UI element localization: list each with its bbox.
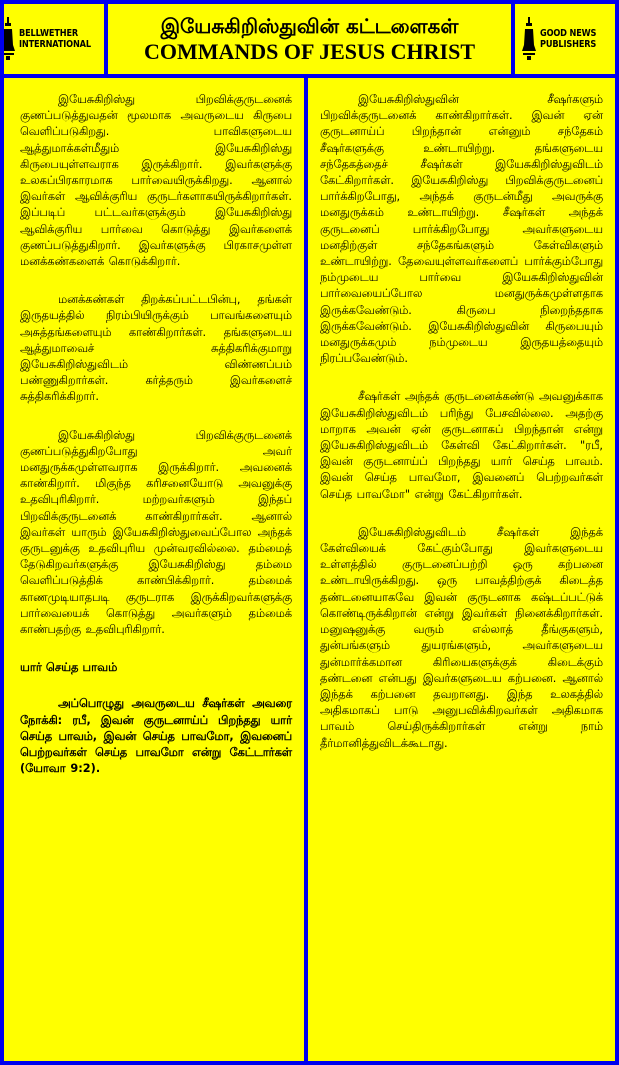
logo-line-1: BELLWETHER bbox=[19, 28, 79, 39]
right-paragraph-3: இயேசுகிறிஸ்துவிடம் சீஷர்கள் இந்தக் கேள்வியைக் கேட்கும்போது இவர்களுடைய உள்ளத்தில் குருடனைப்பற்றி ஒரு கற்பனை உண்டாயிருக்கிறது. ஒரு பாவத்திற்குக் கிடைத்த தண்டனையாகவே இவன் குருடனாக கஷ்டப்பட்டுக் கொண்டிருக்கிறான் என்று இவர்கள் நினைக்கிறார்கள். மனுஷனுக்கு வரும் எல்லாத் தீங்குகளும், துன்பங்களும் துயரங்களும், அவர்களுடைய துன்மார்க்கமான கிரியைகளுக்குக் கிடைக்கும் தண்டனை என்பது இவர்களுடைய கற்பனை. ஆனால் இந்தக் கற்பனை தவறானது. இந்த உலகத்தில் அதிகமாகப் பாடு அனுபவிக்கிறவர்கள் அதிகமாக பாவம் செய்திருக்கிறார்கள் என்று நாம் தீர்மானித்துவிடக்கூடாது. bbox=[320, 525, 603, 750]
left-paragraph-2: மனக்கண்கள் திறக்கப்பட்டபின்பு, தங்கள் இருதயத்தில் நிரம்பியிருக்கும் பாவங்களையும் அசுத்தங்களையும் காண்கிறார்கள். தங்களுடைய ஆத்துமாவைச் சுத்திகரிக்குமாறு இயேசுகிறிஸ்துவிடம் விண்ணப்பம் பண்ணுகிறார்கள். கர்த்தரும் இவர்களைச் சுத்திகரிக்கிறார். bbox=[20, 293, 292, 404]
left-paragraph-1: இயேசுகிறிஸ்து பிறவிக்குருடனைக் குணப்படுத்துவதன் மூலமாக அவருடைய கிருபை வெளிப்படுகிறது. பாவிகளுடைய ஆத்துமாக்கள்மீதும் இயேசுகிறிஸ்து கிருபையுள்ளவராக இருக்கிறார். இவர்களுக்கு உலகப்பிரகாரமாக பார்வையிருக்கிறது. ஆனால் இவர்கள் ஆவிக்குரிய குருடர்களாகயிருக்கிறார்கள். இப்படிப் பட்டவர்களுக்கும் இயேசுகிறிஸ்து ஆவிக்குரிய பார்வை கொடுத்து இவர்களைக் குணப்படுத்துகிறார். இவர்களுக்கு பிரகாசமுள்ள மனக்கண்களைக் கொடுக்கிறார். bbox=[20, 93, 292, 269]
bible-verse: அப்பொழுது அவருடைய சீஷர்கள் அவரை நோக்கி: ரபீ, இவன் குருடனாய்ப் பிறந்தது யார் செய்த பாவம், இவன் செய்த பாவமோ, இவனைப் பெற்றவர்கள் செய்த பாவமோ என்று கேட்டார்கள் (யோவா 9:2). bbox=[20, 697, 292, 776]
left-paragraph-3: இயேசுகிறிஸ்து பிறவிக்குருடனைக் குணப்படுத்துகிறபோது அவர் மனதுருக்கமுள்ளவராக இருக்கிறார். அவனைக் காண்கிறார். மிகுந்த கரிசனையோடு அவனுக்கு உதவிபுரிகிறார். மற்றவர்களும் இந்தப் பிறவிக்குருடனைக் காண்கிறார்கள். ஆனால் இவர்கள் யாரும் இயேசுகிறிஸ்துவைப்போல அந்தக் குருடனுக்கு உதவிபுரிய முன்வரவில்லை. தம்மைத் தேடுகிறவர்களுக்கு இயேசுகிறிஸ்து தம்மை வெளிப்படுத்திக் காண்பிக்கிறார். தம்மைக் காணமுடியாதபடி குருடராக இருக்கிறவர்களுக்கு பார்வையைக் கொடுத்து அவர்களும் தம்மைக் காண்பதற்கு உதவிபுரிகிறார். bbox=[20, 428, 292, 637]
logo-line-2: INTERNATIONAL bbox=[19, 39, 92, 50]
title-english: COMMANDS OF JESUS CHRIST bbox=[143, 39, 476, 64]
good-news-logo bbox=[515, 4, 615, 74]
right-paragraph-1: இயேசுகிறிஸ்துவின் சீஷர்களும் பிறவிக்குருடனைக் காண்கிறார்கள். இவன் ஏன் குருடனாய்ப் பிறந்தான் என்னும் சந்தேகம் சீஷர்களுக்கு உண்டாயிற்று. தங்களுடைய சந்தேகத்தைச் சீஷர்கள் இயேசுகிறிஸ்துவிடம் கேட்கிறார்கள். இயேசுகிறிஸ்து பிறவிக்குருடனைப் பார்க்கிறபோது, அந்தக் குருடன்மீது அவருக்கு மனதுருக்கம் உண்டாயிற்று. சீஷர்கள் அந்தக் குருடனைப் பார்க்கிறபோது அவர்களுடைய மனதிற்குள் சந்தேகங்களும் கேள்விகளும் உண்டாயிற்று. தேவையுள்ளவர்களைப் பார்க்கும்போது நம்முடைய பார்வை இயேசுகிறிஸ்துவின் பார்வையைப்போல மனதுருக்கமுள்ளதாக இருக்கவேண்டும். கிருபை நிறைந்ததாக இருக்கவேண்டும். இயேசுகிறிஸ்துவின் கிருபையும் மனதுருக்கமும் நம்முடைய இருதயத்தையும் நிரப்பவேண்டும். bbox=[320, 93, 603, 366]
bell-icon bbox=[4, 17, 15, 61]
bell-icon bbox=[522, 17, 536, 61]
section-heading: யார் செய்த பாவம் bbox=[20, 660, 118, 675]
logo-line-2: PUBLISHERS bbox=[539, 39, 596, 50]
title-tamil: இயேசுகிறிஸ்துவின் கட்டளைகள் bbox=[160, 14, 459, 38]
logo-line-1: GOOD NEWS bbox=[539, 28, 596, 39]
left-column bbox=[4, 78, 304, 1061]
right-paragraph-2: சீஷர்கள் அந்தக் குருடனைக்கண்டு அவனுக்காக இயேசுகிறிஸ்துவிடம் பரிந்து பேசவில்லை. அதற்கு மாறாக அவன் ஏன் குருடனாகப் பிறந்தான் என்று இயேசுகிறிஸ்துவிடம் கேள்வி கேட்கிறார்கள். "ரபீ, இவன் குருடனாய்ப் பிறந்தது யார் செய்த பாவம். இவன் செய்த பாவமோ, இவனைப் பெற்றவர்கள் செய்த பாவமோ" என்று கேட்கிறார்கள். bbox=[320, 390, 603, 501]
good-news-logo-text bbox=[540, 28, 596, 50]
right-column bbox=[308, 78, 615, 1061]
bellwether-logo-text bbox=[19, 28, 91, 50]
bellwether-logo bbox=[4, 4, 104, 74]
title-banner bbox=[108, 4, 511, 74]
